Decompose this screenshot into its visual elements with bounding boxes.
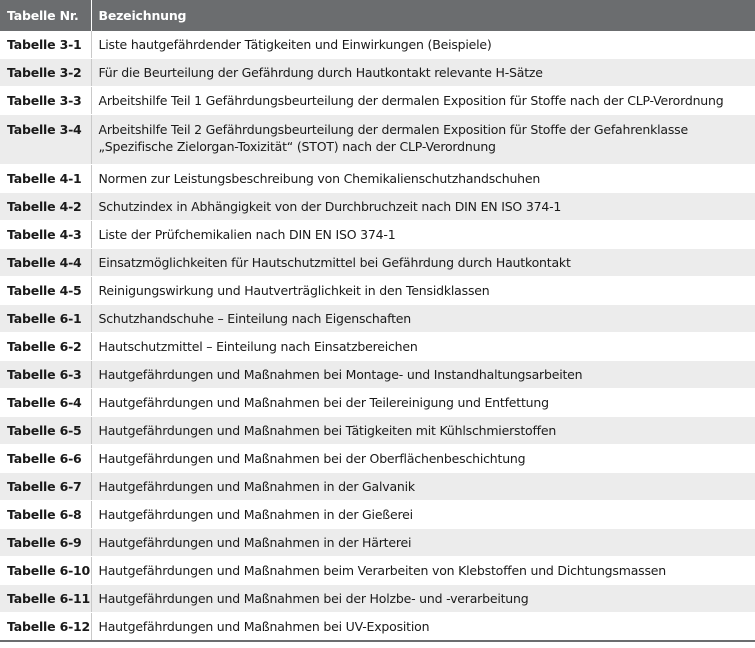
table-number-cell: Tabelle 6-9 [0, 529, 91, 557]
table-number-cell: Tabelle 3-4 [0, 115, 91, 165]
table-description-cell: Hautgefährdungen und Maßnahmen bei UV-Exposition [91, 613, 755, 642]
table-description-cell: Arbeitshilfe Teil 2 Gefährdungsbeurteilung der dermalen Exposition für Stoffe der Gefahrenklasse „Spezifische Zielorgan-Toxizität“ (STOT) nach der CLP-Verordnung [91, 115, 755, 165]
table-row [0, 193, 755, 221]
table-description-cell: Hautgefährdungen und Maßnahmen bei der Holzbe- und -verarbeitung [91, 585, 755, 613]
table-description-cell: Reinigungswirkung und Hautverträglichkeit in den Tensidklassen [91, 277, 755, 305]
table-row [0, 613, 755, 642]
table-row [0, 333, 755, 361]
table-number-cell: Tabelle 4-1 [0, 165, 91, 193]
table-description-cell: Hautgefährdungen und Maßnahmen in der Gießerei [91, 501, 755, 529]
table-number-cell: Tabelle 3-3 [0, 87, 91, 115]
table-description-cell: Hautgefährdungen und Maßnahmen bei Montage- und Instandhaltungsarbeiten [91, 361, 755, 389]
table-row [0, 87, 755, 115]
table-row [0, 59, 755, 87]
table-row [0, 473, 755, 501]
table-number-cell: Tabelle 6-11 [0, 585, 91, 613]
table-number-cell: Tabelle 4-5 [0, 277, 91, 305]
table-number-cell: Tabelle 6-7 [0, 473, 91, 501]
table-description-cell: Schutzindex in Abhängigkeit von der Durchbruchzeit nach DIN EN ISO 374-1 [91, 193, 755, 221]
table-row [0, 557, 755, 585]
table-number-cell: Tabelle 6-4 [0, 389, 91, 417]
table-row [0, 389, 755, 417]
table-description-cell: Normen zur Leistungsbeschreibung von Chemikalienschutzhandschuhen [91, 165, 755, 193]
table-description-cell: Hautgefährdungen und Maßnahmen beim Verarbeiten von Klebstoffen und Dichtungsmassen [91, 557, 755, 585]
table-description-cell: Hautgefährdungen und Maßnahmen bei Tätigkeiten mit Kühlschmierstoffen [91, 417, 755, 445]
table-description-cell: Hautgefährdungen und Maßnahmen bei der Teilereinigung und Entfettung [91, 389, 755, 417]
table-row [0, 529, 755, 557]
table-description-cell: Hautgefährdungen und Maßnahmen bei der Oberflächenbeschichtung [91, 445, 755, 473]
table-description-cell: Hautgefährdungen und Maßnahmen in der Galvanik [91, 473, 755, 501]
table-number-cell: Tabelle 3-2 [0, 59, 91, 87]
table-number-cell: Tabelle 3-1 [0, 31, 91, 59]
table-description-cell: Liste der Prüfchemikalien nach DIN EN ISO 374-1 [91, 221, 755, 249]
table-row [0, 585, 755, 613]
table-row [0, 221, 755, 249]
table-row [0, 249, 755, 277]
table-number-cell: Tabelle 6-1 [0, 305, 91, 333]
table-number-cell: Tabelle 4-2 [0, 193, 91, 221]
table-row [0, 445, 755, 473]
table-row [0, 305, 755, 333]
table-number-cell: Tabelle 6-3 [0, 361, 91, 389]
table-description-cell: Hautschutzmittel – Einteilung nach Einsatzbereichen [91, 333, 755, 361]
table-description-cell: Für die Beurteilung der Gefährdung durch Hautkontakt relevante H-Sätze [91, 59, 755, 87]
table-row [0, 31, 755, 59]
table-row [0, 165, 755, 193]
table-number-cell: Tabelle 6-5 [0, 417, 91, 445]
header-table-number: Tabelle Nr. [0, 0, 91, 31]
table-number-cell: Tabelle 6-12 [0, 613, 91, 642]
table-description-cell: Einsatzmöglichkeiten für Hautschutzmittel bei Gefährdung durch Hautkontakt [91, 249, 755, 277]
table-number-cell: Tabelle 6-10 [0, 557, 91, 585]
table-description-cell: Hautgefährdungen und Maßnahmen in der Härterei [91, 529, 755, 557]
table-number-cell: Tabelle 6-2 [0, 333, 91, 361]
table-body [0, 31, 755, 641]
table-number-cell: Tabelle 6-8 [0, 501, 91, 529]
header-description: Bezeichnung [91, 0, 755, 31]
table-row [0, 501, 755, 529]
table-row [0, 277, 755, 305]
table-description-cell: Arbeitshilfe Teil 1 Gefährdungsbeurteilung der dermalen Exposition für Stoffe nach der CLP-Verordnung [91, 87, 755, 115]
table-number-cell: Tabelle 6-6 [0, 445, 91, 473]
table-header-row [0, 0, 755, 31]
table-number-cell: Tabelle 4-3 [0, 221, 91, 249]
table-row [0, 115, 755, 165]
table-description-cell: Liste hautgefährdender Tätigkeiten und Einwirkungen (Beispiele) [91, 31, 755, 59]
table-row [0, 417, 755, 445]
table-row [0, 361, 755, 389]
table-description-cell: Schutzhandschuhe – Einteilung nach Eigenschaften [91, 305, 755, 333]
table-number-cell: Tabelle 4-4 [0, 249, 91, 277]
